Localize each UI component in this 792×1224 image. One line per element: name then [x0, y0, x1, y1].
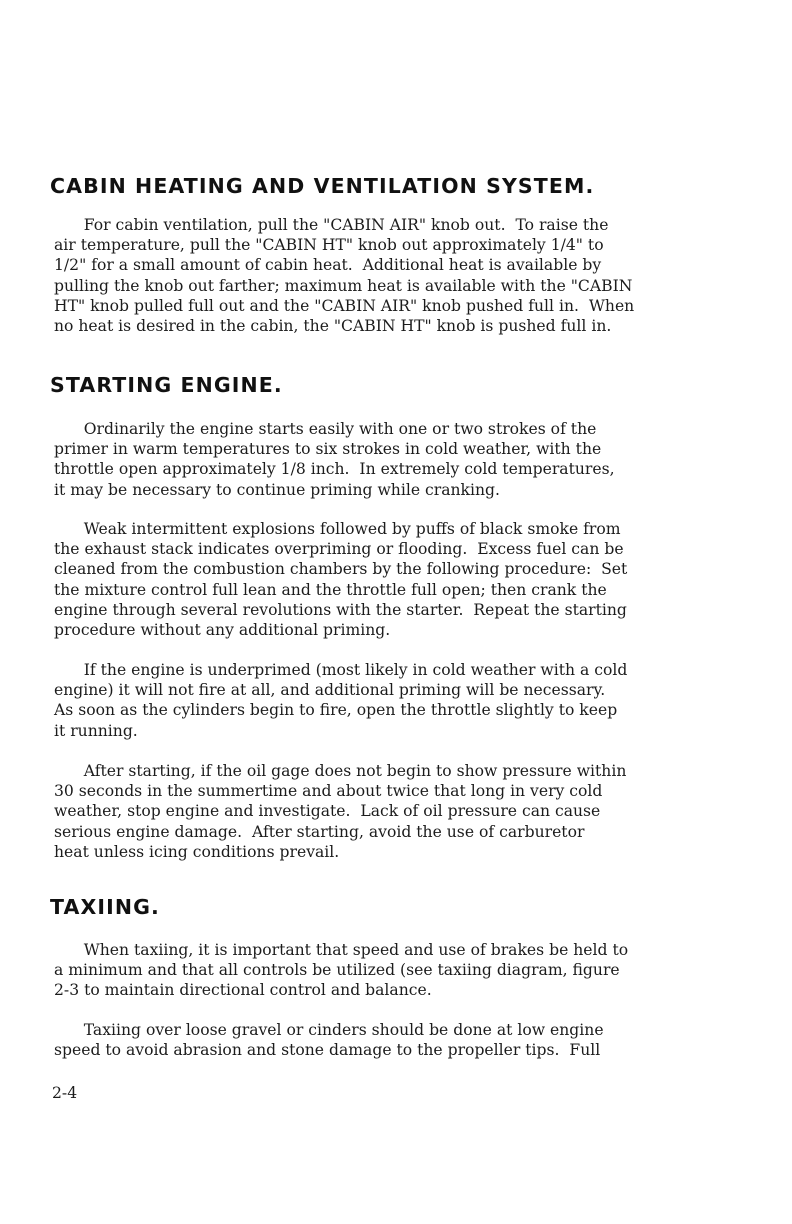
paragraph-taxiing-1 — [54, 940, 754, 1001]
paragraph-cabin-ventilation — [54, 215, 754, 336]
page-number: 2-4 — [52, 1084, 78, 1102]
text-line: 2-3 to maintain directional control and balance. — [54, 981, 432, 1000]
paragraph-starting-4 — [54, 761, 754, 862]
text-line: air temperature, pull the "CABIN HT" knob out approximately 1/4" to — [54, 236, 604, 255]
text-line: For cabin ventilation, pull the "CABIN AIR" knob out. To raise the — [54, 216, 609, 234]
text-line: no heat is desired in the cabin, the "CABIN HT" knob is pushed full in. — [54, 317, 612, 336]
text-line: heat unless icing conditions prevail. — [54, 842, 340, 861]
text-line: engine through several revolutions with the starter. Repeat the starting — [54, 600, 627, 619]
text-line: 30 seconds in the summertime and about twice that long in very cold — [54, 782, 603, 801]
text-line: primer in warm temperatures to six strokes in cold weather, with the — [54, 440, 602, 459]
text-line: the exhaust stack indicates overpriming or flooding. Excess fuel can be — [54, 540, 624, 559]
text-line: cleaned from the combustion chambers by the following procedure: Set — [54, 560, 628, 579]
text-line: a minimum and that all controls be utilized (see taxiing diagram, figure — [54, 961, 620, 980]
text-line: speed to avoid abrasion and stone damage to the propeller tips. Full — [54, 1041, 601, 1060]
text-line: HT" knob pulled full out and the "CABIN AIR" knob pushed full in. When — [54, 296, 635, 315]
paragraph-taxiing-2 — [54, 1020, 754, 1060]
text-line: weather, stop engine and investigate. Lack of oil pressure can cause — [54, 802, 601, 821]
section-heading-cabin-heating: CABIN HEATING AND VENTILATION SYSTEM. — [50, 174, 595, 198]
paragraph-starting-2 — [54, 519, 754, 640]
text-line: Weak intermittent explosions followed by puffs of black smoke from — [54, 520, 621, 538]
text-line: it may be necessary to continue priming while cranking. — [54, 480, 500, 499]
text-line: If the engine is underprimed (most likely in cold weather with a cold — [54, 661, 628, 679]
text-line: After starting, if the oil gage does not begin to show pressure within — [54, 762, 627, 780]
paragraph-starting-1 — [54, 419, 754, 500]
text-line: Ordinarily the engine starts easily with one or two strokes of the — [54, 420, 597, 438]
text-line: As soon as the cylinders begin to fire, open the throttle slightly to keep — [54, 701, 618, 720]
text-line: procedure without any additional priming. — [54, 621, 391, 640]
text-line: it running. — [54, 721, 138, 740]
text-line: throttle open approximately 1/8 inch. In extremely cold temperatures, — [54, 460, 615, 479]
paragraph-starting-3 — [54, 660, 754, 741]
text-line: Taxiing over loose gravel or cinders should be done at low engine — [54, 1021, 604, 1039]
text-line: When taxiing, it is important that speed and use of brakes be held to — [54, 941, 629, 959]
text-line: engine) it will not fire at all, and additional priming will be necessary. — [54, 681, 606, 700]
text-line: pulling the knob out farther; maximum heat is available with the "CABIN — [54, 276, 633, 295]
section-heading-taxiing: TAXIING. — [50, 895, 160, 919]
text-line: serious engine damage. After starting, avoid the use of carburetor — [54, 822, 585, 841]
text-line: 1/2" for a small amount of cabin heat. Additional heat is available by — [54, 256, 602, 275]
section-heading-starting-engine: STARTING ENGINE. — [50, 373, 283, 397]
text-line: the mixture control full lean and the throttle full open; then crank the — [54, 580, 607, 599]
